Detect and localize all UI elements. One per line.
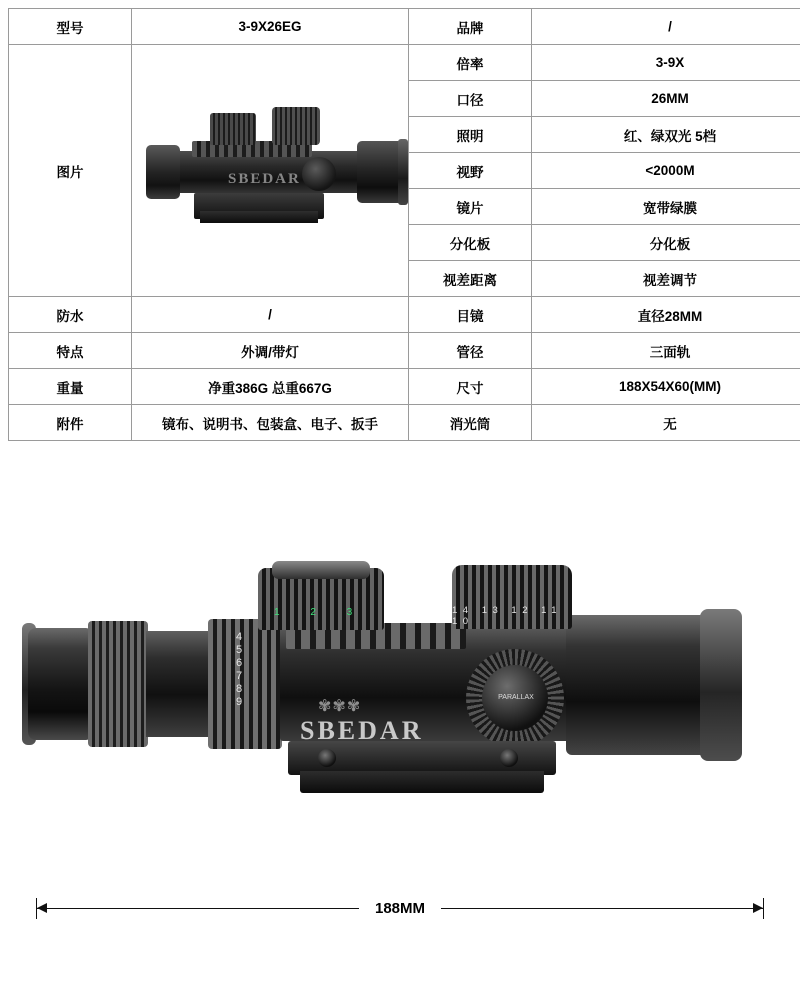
side-knob-label: PARALLAX xyxy=(498,694,534,701)
objective-tube xyxy=(566,615,716,755)
scope-eyepiece xyxy=(146,145,180,199)
brand-logo: SBEDAR xyxy=(300,716,424,745)
dimension-arrow-left-icon xyxy=(37,903,47,913)
illumination-turret-scale: 14 13 12 11 10 xyxy=(452,605,562,627)
spec-value-weight: 净重386G 总重667G xyxy=(132,369,409,405)
eyepiece xyxy=(28,628,90,740)
mount-screw-front xyxy=(318,749,336,767)
scope-mount-base xyxy=(194,193,324,219)
dimension-cap-right xyxy=(763,898,764,919)
elevation-turret-cap xyxy=(272,561,370,579)
spec-label-weight: 重量 xyxy=(9,369,132,405)
spec-label-illumination: 照明 xyxy=(409,117,532,153)
spec-value-eyepiece: 直径28MM xyxy=(532,297,800,333)
spec-table xyxy=(8,8,800,441)
spec-label-picture: 图片 xyxy=(9,45,132,297)
spec-label-brand: 品牌 xyxy=(409,9,532,45)
spec-label-model: 型号 xyxy=(9,9,132,45)
spec-label-accessories: 附件 xyxy=(9,405,132,441)
magnification-scale: 4 5 6 7 8 9 xyxy=(236,631,243,708)
table-row xyxy=(9,333,800,369)
spec-value-waterproof: / xyxy=(132,297,409,333)
spec-label-sunshade: 消光筒 xyxy=(409,405,532,441)
spec-value-field-of-view: <2000M xyxy=(532,153,800,189)
spec-label-features: 特点 xyxy=(9,333,132,369)
dimension-arrow-right-icon xyxy=(753,903,763,913)
spec-value-brand: / xyxy=(532,9,800,45)
spec-value-reticle: 分化板 xyxy=(532,225,800,261)
table-row xyxy=(9,369,800,405)
dimension-label: 188MM xyxy=(359,898,441,919)
spec-value-features: 外调/带灯 xyxy=(132,333,409,369)
spec-label-magnification: 倍率 xyxy=(409,45,532,81)
scope-objective-ring xyxy=(398,139,408,205)
diopter-ring xyxy=(88,621,148,747)
mount-clamp xyxy=(300,771,544,793)
rear-tube xyxy=(146,631,216,737)
spec-label-caliber: 口径 xyxy=(409,81,532,117)
rifle-scope-illustration xyxy=(0,545,800,845)
spec-value-parallax: 视差调节 xyxy=(532,261,800,297)
spec-label-eyepiece: 目镜 xyxy=(409,297,532,333)
spec-value-lens: 宽带绿膜 xyxy=(532,189,800,225)
table-row xyxy=(9,45,800,81)
spec-value-caliber: 26MM xyxy=(532,81,800,117)
table-row xyxy=(9,297,800,333)
scope-elevation-turret xyxy=(210,113,256,145)
spec-value-magnification: 3-9X xyxy=(532,45,800,81)
spec-value-tube-diameter: 三面轨 xyxy=(532,333,800,369)
brand-ornament-icon: ✾✾✾ xyxy=(318,698,362,715)
objective-bell xyxy=(700,609,742,761)
mount-screw-rear xyxy=(500,749,518,767)
spec-label-reticle: 分化板 xyxy=(409,225,532,261)
spec-label-size: 尺寸 xyxy=(409,369,532,405)
dimension-line xyxy=(36,898,764,920)
spec-label-parallax: 视差距离 xyxy=(409,261,532,297)
spec-value-size: 188X54X60(MM) xyxy=(532,369,800,405)
spec-value-illumination: 红、绿双光 5档 xyxy=(532,117,800,153)
product-thumbnail-cell xyxy=(132,45,409,297)
spec-value-sunshade: 无 xyxy=(532,405,800,441)
scope-illumination-turret xyxy=(272,107,320,145)
spec-label-field-of-view: 视野 xyxy=(409,153,532,189)
scope-thumbnail-illustration xyxy=(132,45,408,296)
spec-table-container xyxy=(8,8,792,441)
brand-logo-thumb: SBEDAR xyxy=(228,171,301,187)
spec-label-waterproof: 防水 xyxy=(9,297,132,333)
spec-value-model: 3-9X26EG xyxy=(132,9,409,45)
table-row xyxy=(9,9,800,45)
elevation-turret-scale: 1 2 3 xyxy=(274,607,367,618)
spec-value-accessories: 镜布、说明书、包装盒、电子、扳手 xyxy=(132,405,409,441)
scope-side-knob xyxy=(302,157,336,191)
spec-label-lens: 镜片 xyxy=(409,189,532,225)
spec-label-tube-diameter: 管径 xyxy=(409,333,532,369)
table-row xyxy=(9,405,800,441)
